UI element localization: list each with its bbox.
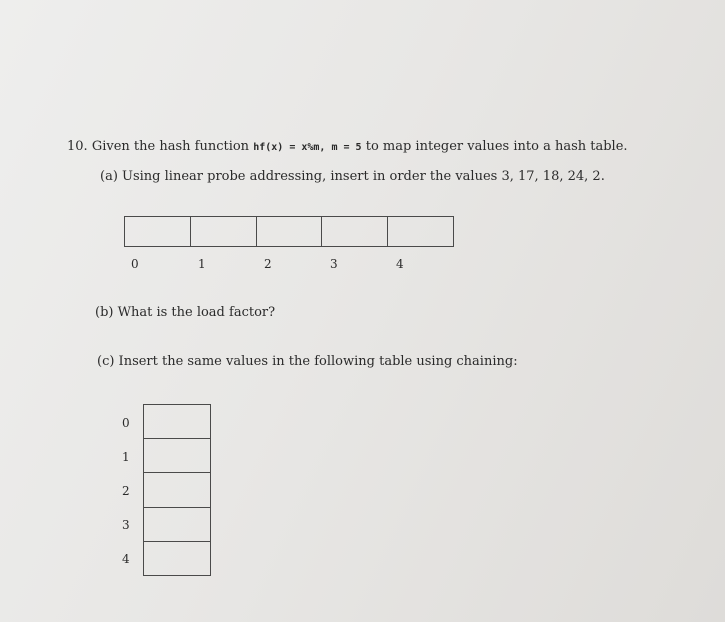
part-a-prompt: (a) Using linear probe addressing, insert in order the values 3, 17, 18, 24, 2. bbox=[100, 169, 605, 184]
question-10 bbox=[67, 139, 628, 154]
part-b-prompt: (b) What is the load factor? bbox=[95, 305, 276, 320]
chain-slot-2 bbox=[144, 472, 210, 506]
probe-slot-3 bbox=[321, 217, 387, 246]
probe-index-0: 0 bbox=[131, 257, 139, 271]
probe-index-4: 4 bbox=[396, 257, 404, 271]
probe-slot-2 bbox=[256, 217, 322, 246]
question-prefix: Given the hash function bbox=[91, 139, 250, 154]
question-number: 10. bbox=[67, 139, 88, 154]
hash-function-code: hf(x) = x%m, m = 5 bbox=[253, 142, 362, 153]
probe-index-2: 2 bbox=[264, 257, 272, 271]
probe-slot-4 bbox=[387, 217, 453, 246]
linear-probe-table bbox=[124, 216, 454, 247]
chain-index-0: 0 bbox=[122, 416, 130, 430]
probe-slot-0 bbox=[125, 217, 190, 246]
chain-index-2: 2 bbox=[122, 484, 130, 498]
chain-index-3: 3 bbox=[122, 518, 130, 532]
chain-slot-3 bbox=[144, 507, 210, 541]
probe-slot-1 bbox=[190, 217, 256, 246]
part-c-prompt: (c) Insert the same values in the following table using chaining: bbox=[97, 354, 518, 369]
probe-index-3: 3 bbox=[330, 257, 338, 271]
chain-slot-1 bbox=[144, 438, 210, 472]
chain-index-1: 1 bbox=[122, 450, 130, 464]
chain-slot-4 bbox=[144, 541, 210, 575]
chain-slot-0 bbox=[144, 405, 210, 438]
chain-index-4: 4 bbox=[122, 552, 130, 566]
question-suffix: to map integer values into a hash table. bbox=[365, 139, 628, 154]
chaining-table bbox=[143, 404, 211, 576]
probe-index-1: 1 bbox=[198, 257, 206, 271]
